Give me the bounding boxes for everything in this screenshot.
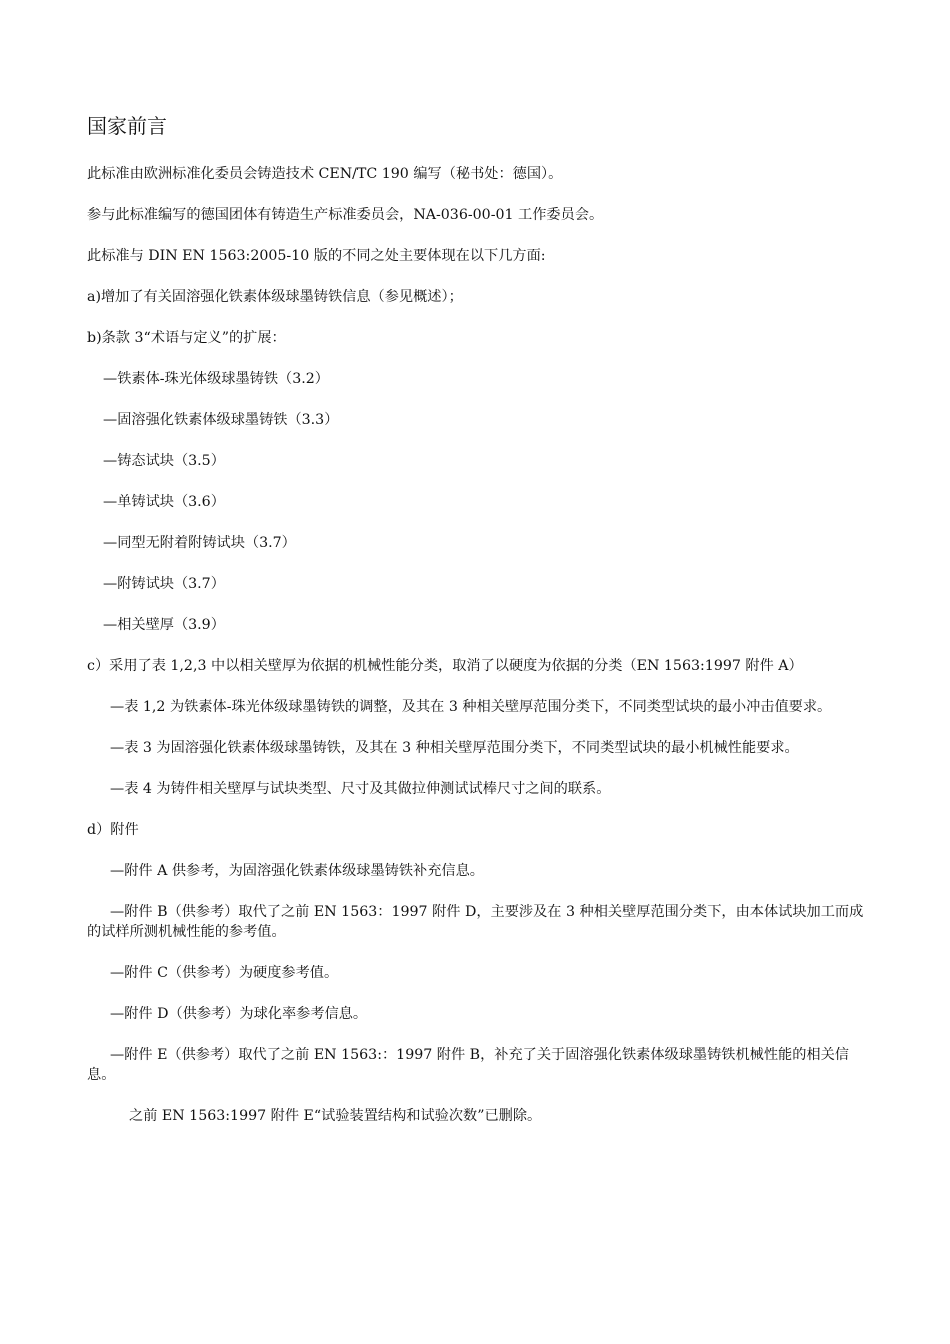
paragraph-item-b: b)条款 3“术语与定义”的扩展： [87, 330, 286, 346]
list-item-table-1-2: —表 1,2 为铁素体-珠光体级球墨铸铁的调整，及其在 3 种相关壁厚范围分类下，不同类型试块的最小冲击值要求。 [110, 699, 832, 715]
paragraph-item-a: a)增加了有关固溶强化铁素体级球墨铸铁信息（参见概述）； [87, 289, 463, 305]
list-item-3-7b: —附铸试块（3.7） [103, 576, 225, 592]
list-item-table-3: —表 3 为固溶强化铁素体级球墨铸铁，及其在 3 种相关壁厚范围分类下，不同类型试块的最小机械性能要求。 [110, 740, 799, 756]
list-item-annex-c: —附件 C（供参考）为硬度参考值。 [110, 965, 339, 981]
paragraph-differences-intro: 此标准与 DIN EN 1563:2005-10 版的不同之处主要体现在以下几方面: [87, 248, 546, 264]
list-item-annex-e: —附件 E（供参考）取代了之前 EN 1563:：1997 附件 B，补充了关于固溶强化铁素体级球墨铸铁机械性能的相关信息。 [87, 1047, 849, 1083]
document-page [87, 112, 867, 1147]
paragraph-item-d: d）附件 [87, 822, 139, 838]
list-item-3-9: —相关壁厚（3.9） [103, 617, 225, 633]
list-item-table-4: —表 4 为铸件相关壁厚与试块类型、尺寸及其做拉伸测试试棒尺寸之间的联系。 [110, 781, 611, 797]
page-title: 国家前言 [87, 114, 167, 138]
paragraph-participants: 参与此标准编写的德国团体有铸造生产标准委员会，NA-036-00-01 工作委员会。 [87, 207, 604, 223]
list-item-3-5: —铸态试块（3.5） [103, 453, 225, 469]
list-item-annex-b: —附件 B（供参考）取代了之前 EN 1563：1997 附件 D，主要涉及在 3 种相关壁厚范围分类下，由本体试块加工而成的试样所测机械性能的参考值。 [87, 904, 864, 940]
paragraph-deleted-annex: 之前 EN 1563:1997 附件 E“试验装置结构和试验次数”已删除。 [129, 1108, 542, 1124]
list-item-3-3: —固溶强化铁素体级球墨铸铁（3.3） [103, 412, 339, 428]
paragraph-item-c: c）采用了表 1,2,3 中以相关壁厚为依据的机械性能分类，取消了以硬度为依据的分类（EN 1563:1997 附件 A） [87, 658, 803, 674]
paragraph-committee: 此标准由欧洲标准化委员会铸造技术 CEN/TC 190 编写（秘书处：德国）。 [87, 166, 563, 182]
list-item-annex-d: —附件 D（供参考）为球化率参考信息。 [110, 1006, 368, 1022]
list-item-annex-a: —附件 A 供参考，为固溶强化铁素体级球墨铸铁补充信息。 [110, 863, 484, 879]
list-item-3-2: —铁素体-珠光体级球墨铸铁（3.2） [103, 371, 329, 387]
list-item-3-7a: —同型无附着附铸试块（3.7） [103, 535, 296, 551]
list-item-3-6: —单铸试块（3.6） [103, 494, 225, 510]
